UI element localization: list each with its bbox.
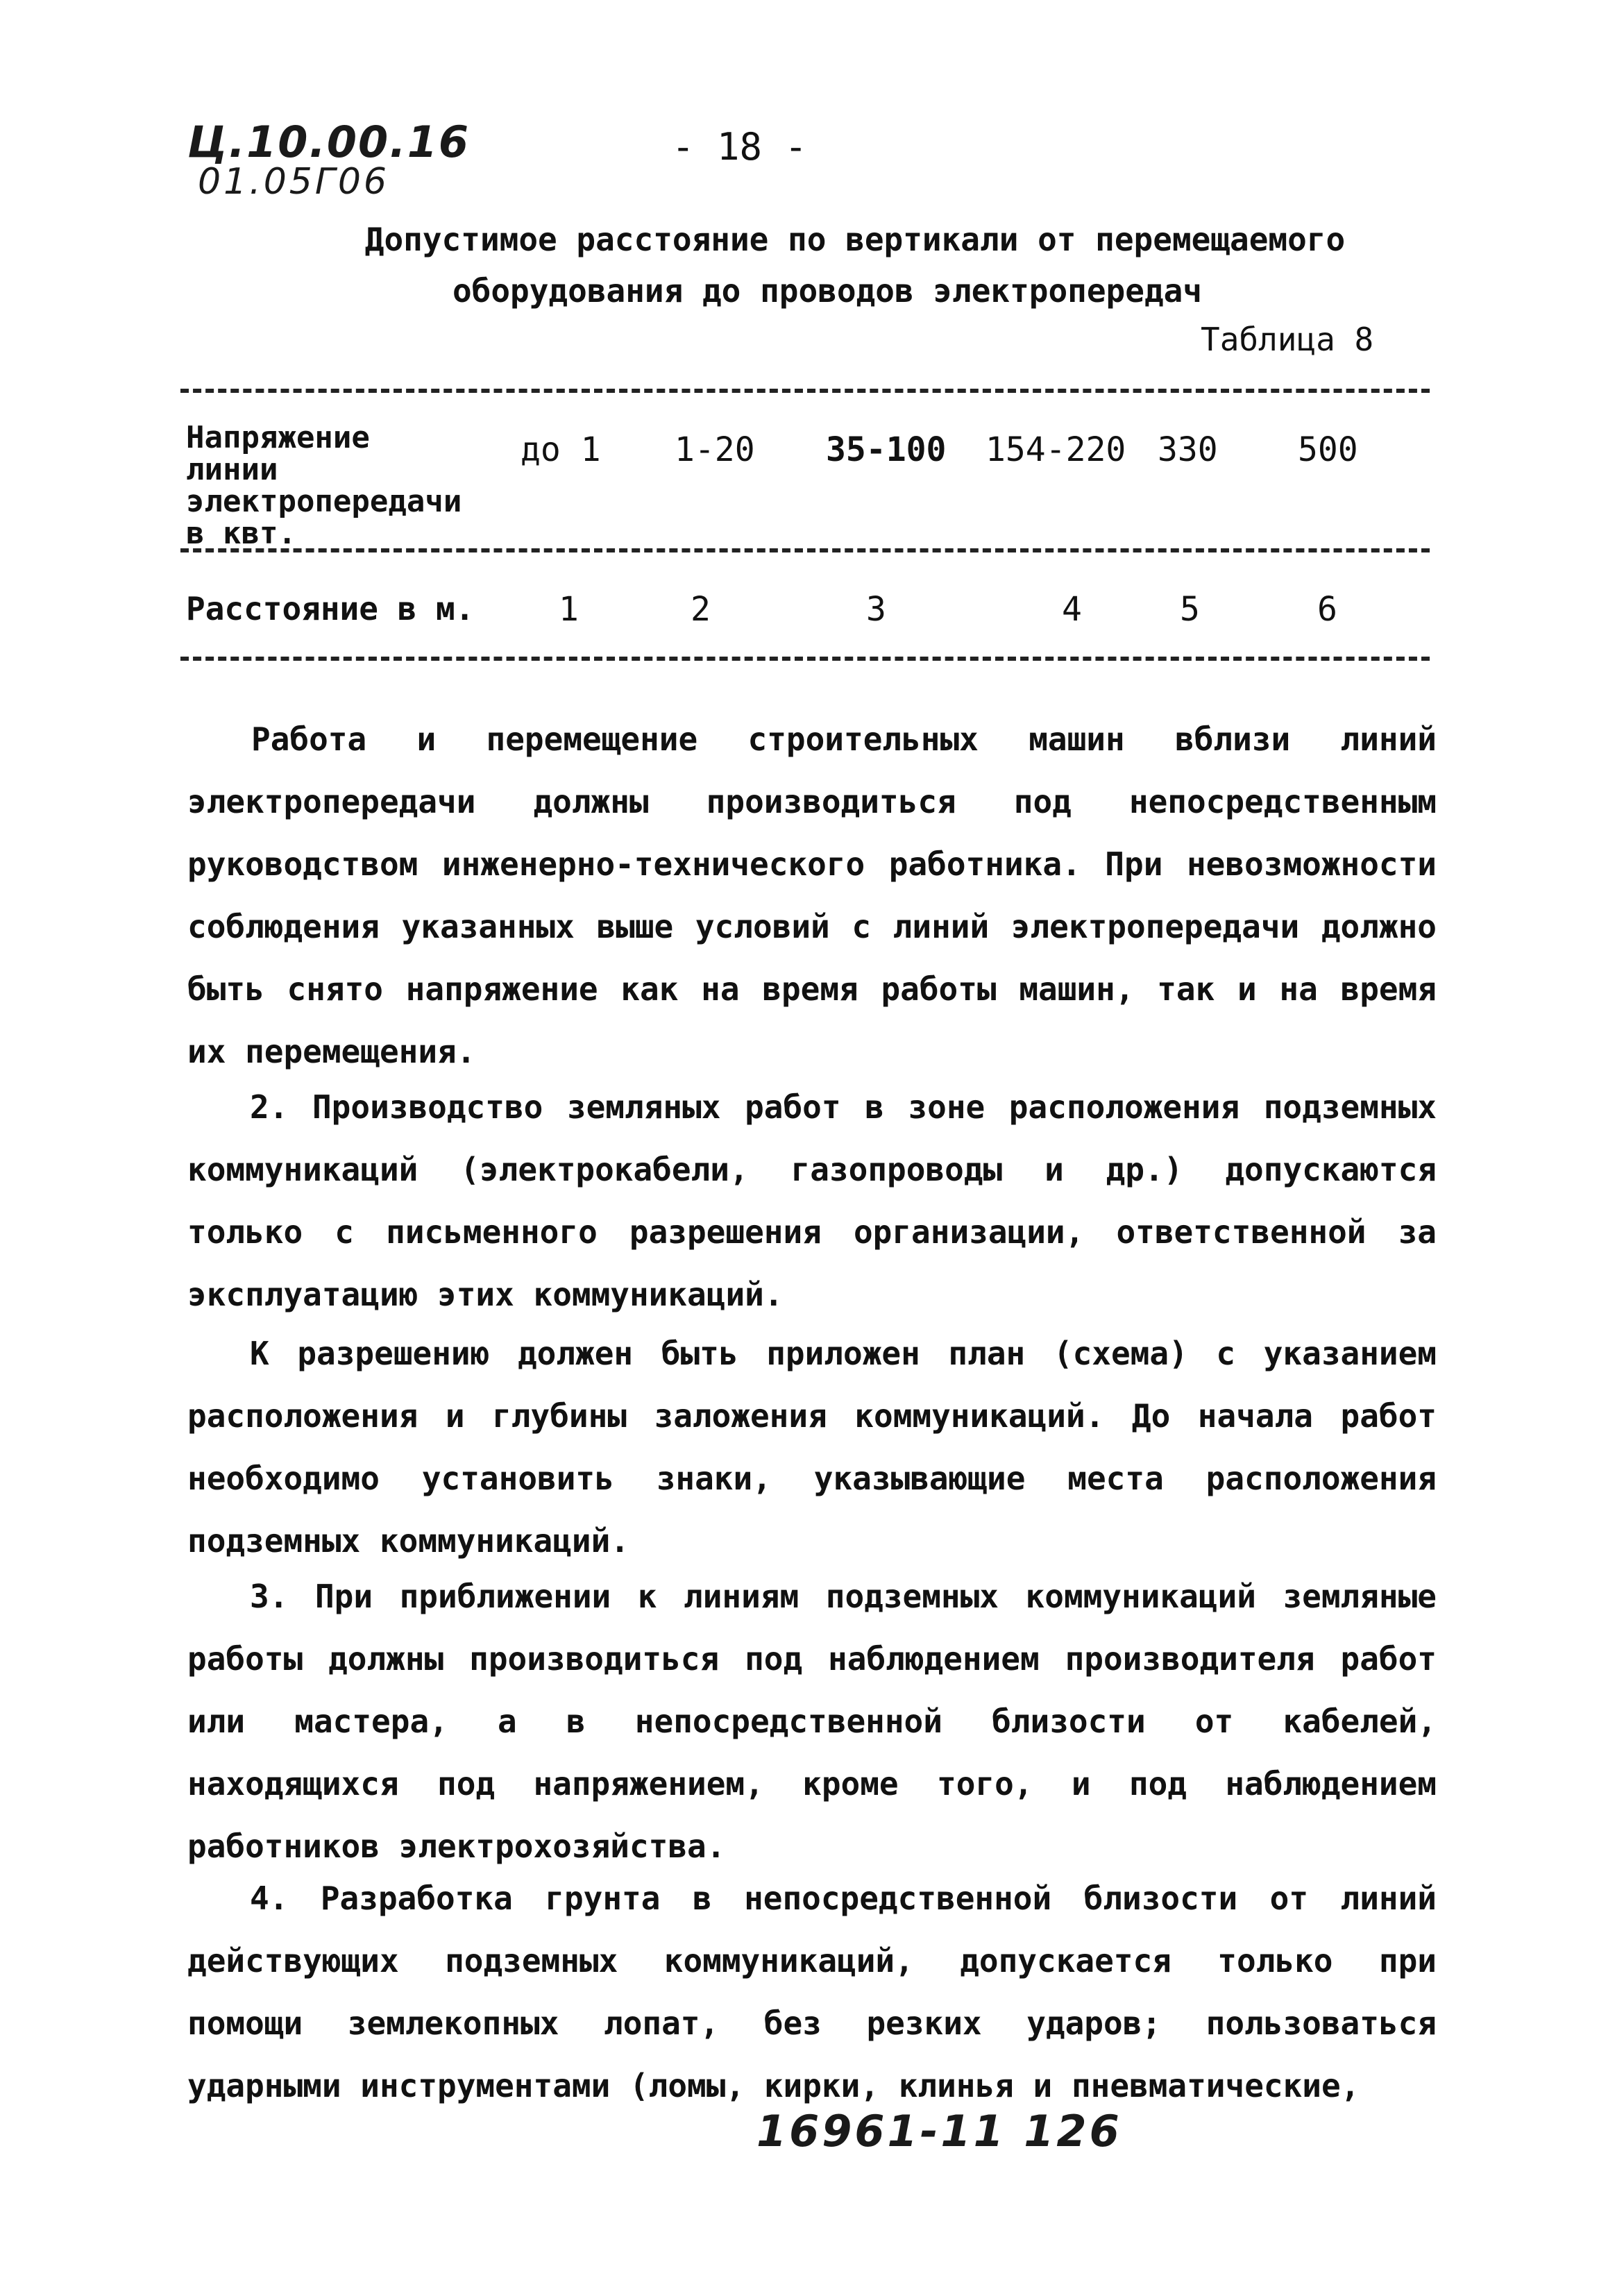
document-code: Ц.10.00.16 — [187, 117, 471, 167]
table-cell: 5 — [1180, 590, 1200, 629]
table-cell: 154-220 — [985, 430, 1126, 469]
table-cell: 35-100 — [826, 430, 947, 469]
table-cell: 4 — [1062, 590, 1082, 629]
table-cell: 330 — [1158, 430, 1218, 469]
paragraph: К разрешению должен быть приложен план (схема) с указанием расположения и глубины заложения коммуникаций. До начала работ необходимо установить знаки, указывающие места расположения подземных коммуникаций. — [187, 1335, 1437, 1560]
table-cell: 1-20 — [675, 430, 755, 469]
table-row-label-voltage: Напряжение линии электропередачи в квт. — [186, 420, 462, 551]
table-cell: 3 — [866, 590, 886, 629]
paragraph: 4. Разработка грунта в непосредственной близости от линий действующих подземных коммуникаций, допускается только при помощи землекопных лопат, без резких ударов; пользоваться ударными инструментами (ломы, кирки, клинья и пневматические, — [187, 1880, 1437, 2104]
table-cell: 6 — [1317, 590, 1337, 629]
table-cell: 500 — [1298, 430, 1358, 469]
paragraph: 3. При приближении к линиям подземных коммуникаций земляные работы должны производиться под наблюдением производителя работ или мастера, а в непосредственной близости от кабелей, находящихся под напряжением, кроме того, и под наблюдением работников электрохозяйства. — [187, 1578, 1437, 1865]
handwritten-footer-note: 16961-11 126 — [756, 2106, 1122, 2156]
table-row-label-distance: Расстояние в м. — [186, 590, 475, 627]
table-middle-rule — [180, 548, 1430, 552]
table-bottom-rule — [180, 657, 1430, 661]
table-cell: 1 — [559, 590, 579, 629]
table-title-line-2: оборудования до проводов электропередач — [452, 272, 1203, 310]
page-number: - 18 - — [672, 125, 808, 169]
document-code-secondary: 01.05Г06 — [198, 161, 390, 203]
table-cell: 2 — [691, 590, 711, 629]
table-top-rule — [180, 389, 1430, 393]
table-cell: до 1 — [521, 430, 601, 469]
table-title-line-1: Допустимое расстояние по вертикали от перемещаемого — [364, 221, 1346, 258]
paragraph: 2. Производство земляных работ в зоне расположения подземных коммуникаций (электрокабели, газопроводы и др.) допускаются только с письменного разрешения организации, ответственной за эксплуатацию этих коммуникаций. — [187, 1088, 1437, 1313]
table-label: Таблица 8 — [1201, 321, 1374, 358]
paragraph: Работа и перемещение строительных машин вблизи линий электропередачи должны производиться под непосредственным руководством инженерно-технического работника. При невозможности соблюдения указанных выше условий с линий электропередачи должно быть снято напряжение как на время работы машин, так и на время их перемещения. — [187, 720, 1437, 1070]
